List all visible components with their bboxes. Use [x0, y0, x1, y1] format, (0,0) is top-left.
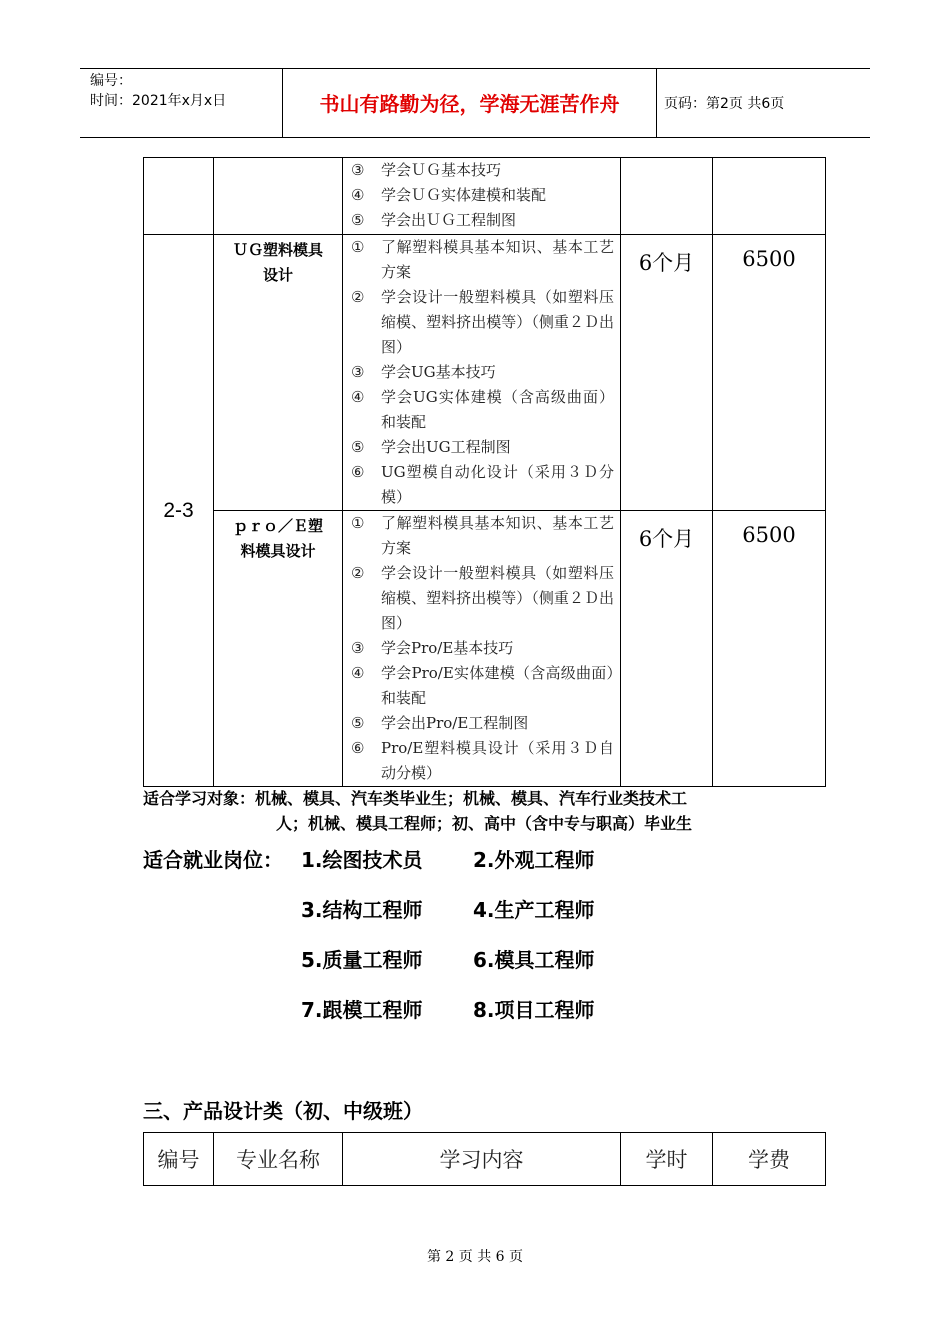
item-text: 学会ＵＧ实体建模和装配: [381, 186, 547, 204]
item-number: ⑥: [351, 739, 365, 757]
item-text: 学会UG实体建模（含高级曲面）和装配: [381, 388, 614, 431]
job-item: 4.生产工程师: [473, 898, 595, 922]
item-text: 了解塑料模具基本知识、基本工艺方案: [381, 238, 614, 281]
list-item: [351, 711, 614, 736]
item-text: 学会出UG工程制图: [381, 438, 511, 456]
course-content: [343, 235, 621, 511]
item-text: 学会Pro/E实体建模（含高级曲面）和装配: [381, 664, 614, 707]
list-item: [351, 736, 614, 786]
item-number: ③: [351, 161, 365, 179]
job-item: 2.外观工程师: [473, 848, 595, 872]
course-name: ＵＧ塑料模具 设计: [214, 235, 343, 511]
item-text: 学会ＵＧ基本技巧: [381, 161, 502, 179]
item-text: 学会Pro/E基本技巧: [381, 639, 514, 657]
header-date: 时间：2021年x月x日: [90, 93, 227, 109]
suitable-learners: 适合学习对象：机械、模具、汽车类毕业生；机械、模具、汽车行业类技术工 人；机械、模具工程师；初、高中（含中专与职高）毕业生: [143, 789, 693, 833]
jobs-label: 适合就业岗位：: [143, 848, 283, 872]
job-item: 1.绘图技术员: [301, 848, 423, 872]
item-number: ②: [351, 288, 365, 306]
job-item: 5.质量工程师: [301, 948, 423, 972]
list-item: [351, 360, 614, 385]
item-number: ②: [351, 564, 365, 582]
table-row: [144, 511, 826, 787]
item-number: ④: [351, 186, 365, 204]
header-number: 编号：: [90, 73, 132, 89]
section-title: 三、产品设计类（初、中级班）: [143, 1099, 423, 1123]
page-header: [80, 68, 870, 138]
course-content: [343, 158, 621, 235]
item-text: UG塑模自动化设计（采用３Ｄ分模）: [381, 463, 614, 506]
course-table: [143, 157, 826, 787]
header-cell: 编号: [144, 1133, 214, 1186]
list-item: [351, 661, 614, 711]
header-cell: 学习内容: [343, 1133, 621, 1186]
job-item: 8.项目工程师: [473, 998, 595, 1022]
group-id: 2-3: [144, 235, 214, 787]
item-number: ①: [351, 514, 365, 532]
list-item: [351, 385, 614, 435]
item-text: Pro/E塑料模具设计（采用３Ｄ自动分模）: [381, 739, 614, 782]
job-item: 7.跟模工程师: [301, 998, 423, 1022]
content-list: [351, 511, 614, 786]
item-number: ⑥: [351, 463, 365, 481]
course-hours: 6个月: [621, 235, 713, 511]
course-fee: 6500: [713, 511, 826, 787]
header-cell: 学时: [621, 1133, 713, 1186]
course-name: ｐｒｏ／Ｅ塑 料模具设计: [214, 511, 343, 787]
list-item: [351, 235, 614, 285]
course-content: [343, 511, 621, 787]
item-text: 学会设计一般塑料模具（如塑料压缩模、塑料挤出模等）（侧重２Ｄ出图）: [381, 564, 614, 632]
item-text: 学会UG基本技巧: [381, 363, 496, 381]
course-hours: 6个月: [621, 511, 713, 787]
header-cell: 专业名称: [214, 1133, 343, 1186]
item-number: ⑤: [351, 211, 365, 229]
section3-table: [143, 1132, 826, 1186]
list-item: [351, 158, 614, 183]
content-list: [351, 158, 614, 233]
list-item: [351, 561, 614, 636]
job-item: 6.模具工程师: [473, 948, 595, 972]
item-text: 学会出Pro/E工程制图: [381, 714, 529, 732]
item-number: ④: [351, 388, 365, 406]
item-number: ④: [351, 664, 365, 682]
item-text: 学会出ＵＧ工程制图: [381, 211, 517, 229]
item-number: ③: [351, 363, 365, 381]
item-text: 了解塑料模具基本知识、基本工艺方案: [381, 514, 614, 557]
list-item: [351, 435, 614, 460]
table-header-row: [144, 1133, 826, 1186]
list-item: [351, 636, 614, 661]
item-number: ⑤: [351, 438, 365, 456]
header-page-info: 页码：第2页 共6页: [664, 96, 785, 112]
list-item: [351, 460, 614, 510]
list-item: [351, 285, 614, 360]
header-meta: [80, 69, 283, 137]
header-motto: 书山有路勤为径，学海无涯苦作舟: [283, 69, 657, 137]
item-text: 学会设计一般塑料模具（如塑料压缩模、塑料挤出模等）（侧重２Ｄ出图）: [381, 288, 614, 356]
list-item: [351, 208, 614, 233]
job-item: 3.结构工程师: [301, 898, 423, 922]
table-row: [144, 158, 826, 235]
item-number: ③: [351, 639, 365, 657]
content-list: [351, 235, 614, 510]
item-number: ⑤: [351, 714, 365, 732]
list-item: [351, 511, 614, 561]
table-row: [144, 235, 826, 511]
page-footer: 第 2 页 共 6 页: [426, 1249, 524, 1265]
item-number: ①: [351, 238, 365, 256]
header-cell: 学费: [713, 1133, 826, 1186]
course-fee: 6500: [713, 235, 826, 511]
list-item: [351, 183, 614, 208]
